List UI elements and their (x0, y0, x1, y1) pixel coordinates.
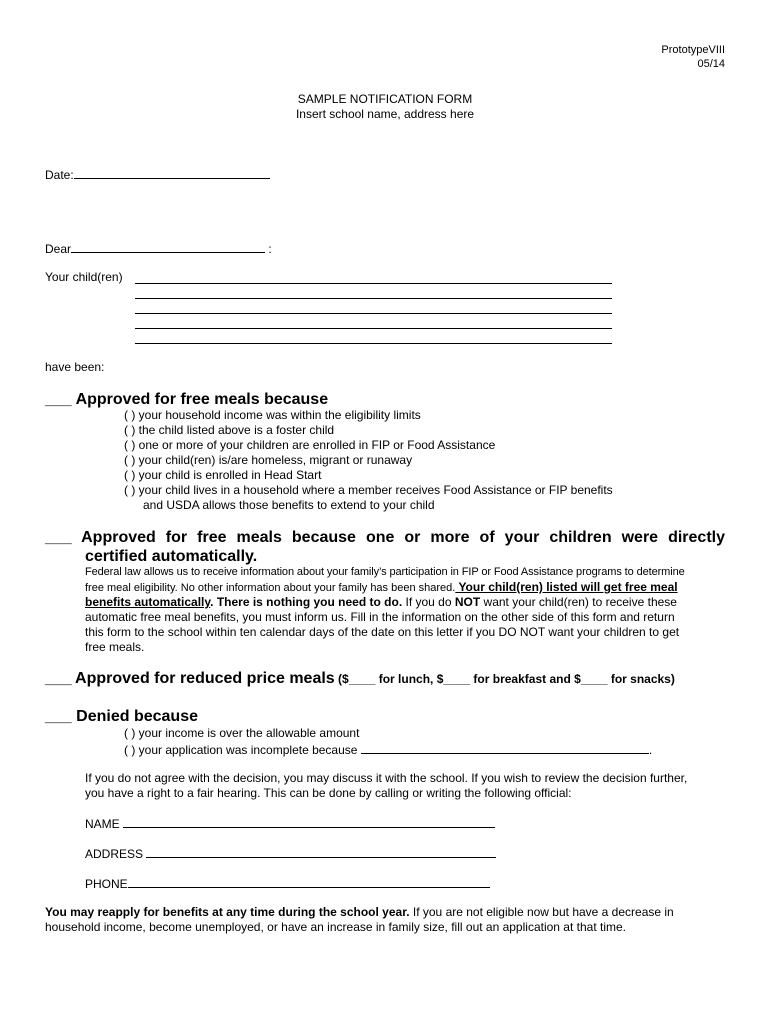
direct-cert-para-line2 (85, 580, 726, 596)
direct-cert-para-line3c: If you do (402, 595, 455, 609)
reapply-rest: If you are not eligible now but have a decrease in (409, 905, 674, 919)
recipient-field[interactable] (71, 240, 265, 253)
denied-heading-row (45, 707, 198, 726)
child-line-5[interactable] (135, 343, 612, 344)
direct-cert-checkbox-blank[interactable]: ___ (45, 529, 72, 546)
direct-cert-heading-line2: certified automatically. (85, 548, 258, 565)
free-meals-heading: Approved for free meals because (75, 391, 329, 408)
child-line-2[interactable] (135, 298, 612, 299)
reduced-price-detail: ($____ for lunch, $____ for breakfast and $____ for snacks) (338, 672, 675, 686)
denied-checkbox-blank[interactable]: ___ (45, 708, 72, 725)
official-name-field[interactable] (123, 815, 495, 828)
free-option-1[interactable]: ( ) your household income was within the eligibility limits (124, 408, 421, 422)
free-meals-heading-row (45, 390, 328, 409)
name-label: NAME (85, 817, 120, 831)
dear-row (45, 240, 272, 257)
child-line-1[interactable] (135, 283, 612, 284)
direct-cert-para-line3d: NOT (454, 595, 481, 609)
official-phone-field[interactable] (128, 875, 490, 888)
official-address-row (85, 845, 496, 862)
free-option-5[interactable]: ( ) your child is enrolled in Head Start (124, 468, 322, 482)
denied-period: . (648, 743, 653, 757)
dear-label: Dear (45, 242, 72, 256)
direct-cert-para-line2b: Your child(ren) listed will get free meal (455, 580, 678, 594)
reapply-line1 (45, 905, 674, 920)
reapply-line2: household income, become unemployed, or have an increase in family size, fill out an application at that time. (45, 920, 626, 934)
hearing-line2: you have a right to a fair hearing. This can be done by calling or writing the following official: (85, 786, 572, 800)
phone-label: PHONE (85, 877, 128, 891)
date-field[interactable] (74, 166, 270, 179)
prototype-code: PrototypeVIII (661, 44, 725, 56)
have-been-label: have been: (45, 360, 105, 374)
direct-cert-para-line3a: benefits automatically (85, 595, 211, 609)
incomplete-reason-field[interactable] (361, 741, 649, 754)
direct-cert-para-line6: free meals. (85, 640, 145, 654)
denied-option-2[interactable]: ( ) your application was incomplete because (124, 743, 358, 757)
official-address-field[interactable] (146, 845, 496, 858)
denied-option-2-row (124, 741, 652, 758)
date-row (45, 166, 270, 183)
direct-cert-heading-row (45, 528, 725, 547)
hearing-line1: If you do not agree with the decision, you may discuss it with the school. If you wish to review the decision further, (85, 771, 688, 785)
date-code: 05/14 (697, 58, 725, 70)
reduced-checkbox-blank[interactable]: ___ (45, 670, 72, 687)
reduced-heading-row (45, 669, 675, 688)
direct-cert-para-line4: automatic free meal benefits, you must inform us. Fill in the information on the other side of this form and return (85, 610, 675, 624)
direct-cert-para-line3 (85, 595, 726, 610)
free-meals-checkbox-blank[interactable]: ___ (45, 391, 72, 408)
free-option-6-continued: and USDA allows those benefits to extend to your child (143, 498, 435, 512)
children-label: Your child(ren) (45, 270, 123, 284)
form-title: SAMPLE NOTIFICATION FORM (297, 92, 473, 106)
direct-cert-para-line3b: . There is nothing you need to do. (210, 595, 403, 609)
free-option-4[interactable]: ( ) your child(ren) is/are homeless, migrant or runaway (124, 453, 413, 467)
reapply-bold: You may reapply for benefits at any time during the school year. (45, 905, 410, 919)
free-option-3[interactable]: ( ) one or more of your children are enrolled in FIP or Food Assistance (124, 438, 496, 452)
dear-colon: : (268, 242, 272, 256)
free-option-2[interactable]: ( ) the child listed above is a foster child (124, 423, 335, 437)
direct-cert-para-line5: this form to the school within ten calendar days of the date on this letter if you DO NOT want your children to get (85, 625, 680, 639)
free-option-6[interactable]: ( ) your child lives in a household where a member receives Food Assistance or FIP benefits (124, 483, 613, 497)
school-placeholder: Insert school name, address here (295, 107, 475, 121)
direct-cert-para-line2a: free meal eligibility. No other information about your family has been shared. (85, 582, 456, 594)
direct-cert-heading: Approved for free meals because one or more of your children were directly (81, 529, 725, 546)
child-line-4[interactable] (135, 328, 612, 329)
direct-cert-para-line1: Federal law allows us to receive information about your family’s participation in FIP or Food Assistance programs to determine (85, 566, 685, 578)
reduced-heading: Approved for reduced price meals (75, 670, 335, 687)
denied-option-1[interactable]: ( ) your income is over the allowable amount (124, 726, 360, 740)
denied-heading: Denied because (76, 708, 198, 725)
date-label: Date: (45, 168, 74, 182)
official-name-row (85, 815, 495, 832)
direct-cert-para-line3e: want your child(ren) to receive these (480, 595, 677, 609)
address-label: ADDRESS (85, 847, 144, 861)
official-phone-row (85, 875, 490, 892)
child-line-3[interactable] (135, 313, 612, 314)
